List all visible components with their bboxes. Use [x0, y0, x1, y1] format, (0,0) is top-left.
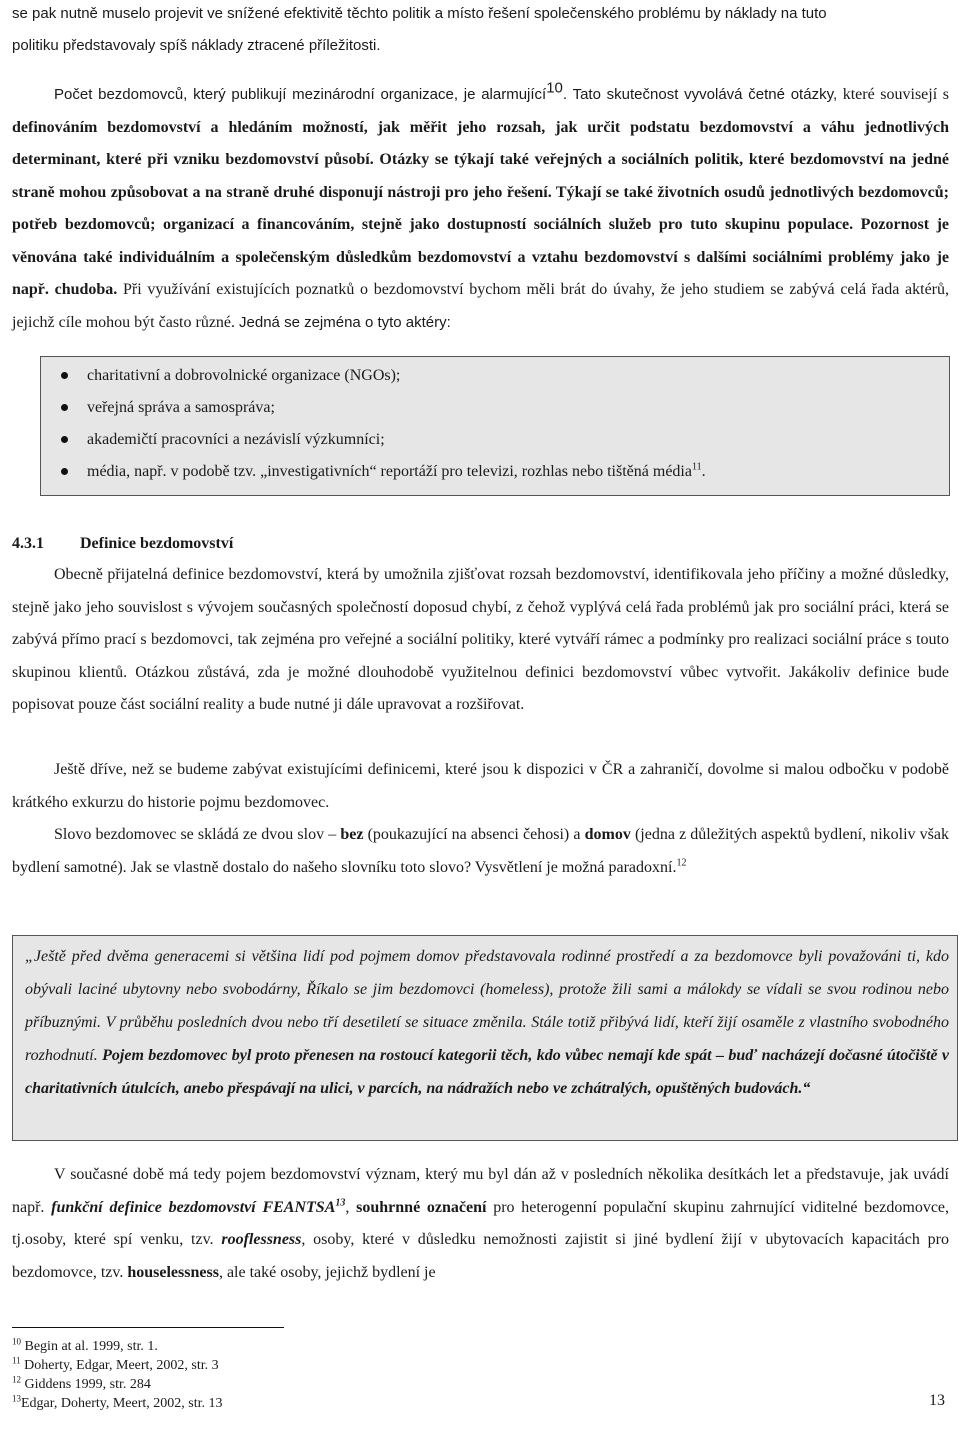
actors-paragraph	[12, 79, 949, 339]
footnote-text: Doherty, Edgar, Meert, 2002, str. 3	[20, 1358, 219, 1373]
quote-text	[25, 940, 949, 1105]
footnote-separator	[12, 1327, 284, 1328]
footnote	[12, 1337, 223, 1356]
footnote-ref-13: 13	[335, 1197, 346, 1209]
text-run: Jedná se zejména o tyto aktéry:	[239, 313, 451, 331]
list-item	[41, 360, 949, 392]
bold-italic-run: funkční definice bezdomovství FEANTSA	[51, 1198, 336, 1216]
text-run: (jedna z důležitých aspektů bydlení, nikoliv však bydlení samotné). Jak se vlastně dostalo do našeho slovníku toto slovo? Vysvětlení je možná paradoxní.	[12, 826, 950, 876]
bullet-icon	[61, 404, 68, 411]
bold-run: definováním bezdomovství a hledáním možností, jak měřit jeho rozsah, jak určit podstatu bezdomovství a váhu jednotlivých determinant, které při vzniku bezdomovství působí. Otázky se týkají také veřejných a sociálních politik, které bezdomovství na jedné straně mohou způsobovat a na straně druhé disponují nástroji pro jeho řešení. Týkají se také životních osudů jednotlivých bezdomovců; potřeb bezdomovců; organizací a financováním, stejně jako dostupností sociálních služeb pro tuto skupinu populace. Pozornost je věnována také individuálním a společenským důsledkům bezdomovství a vztahu bezdomovství s dalšími sociálními problémy jako je např. chudoba.	[12, 118, 949, 298]
bold-run: domov	[584, 826, 631, 843]
quote-box	[12, 935, 958, 1141]
lead-sentence-end: . Tato skutečnost vyvolává četné otázky,	[562, 86, 838, 103]
footnote-text: Giddens 1999, str. 284	[21, 1377, 151, 1392]
bold-italic-run: rooflessness	[221, 1231, 302, 1248]
footnote	[12, 1356, 223, 1375]
text-run: pro heterogenní populační skupinu zahrnující viditelné bezdomovce, tj.osoby, které spí venku, tzv.	[12, 1198, 950, 1248]
list-item-text: akademičtí pracovníci a nezávislí výzkumníci;	[87, 431, 385, 448]
page-number: 13	[929, 1392, 945, 1409]
footnote-ref-11: 11	[691, 461, 702, 473]
list-item-text: veřejná správa a samospráva;	[87, 399, 275, 416]
bullet-icon	[61, 372, 68, 379]
quote-italic: „Ještě před dvěma generacemi si většina lidí pod pojmem domov představovala rodinné prostředí a za bezdomovce byli považováni ti, kdo obývali laciné ubytovny nebo svobodárny, Říkalo se jim bezdomovci (homeless), protože žili sami a málokdy se vídali se svou rodinou nebo příbuznými. V průběhu posledních dvou nebo tří desetiletí se situace změnila. Stále totiž přibývá lidí, kteří žijí osaměle z vlastního svobodného rozhodnutí.	[25, 948, 949, 1064]
footnote-ref-10: 10	[546, 79, 563, 97]
actors-list-box	[40, 356, 950, 496]
actors-list	[41, 357, 949, 488]
feantsa-paragraph	[12, 1159, 949, 1289]
list-item	[41, 456, 949, 488]
footnote-text: Begin at al. 1999, str. 1.	[21, 1339, 158, 1354]
bullet-icon	[61, 468, 68, 475]
footnote-number: 12	[12, 1374, 21, 1385]
footnote-number: 10	[12, 1336, 21, 1347]
list-item	[41, 424, 949, 456]
footnote-ref-12: 12	[676, 857, 687, 869]
section-title: Definice bezdomovství	[80, 535, 234, 552]
intro-line-1: se pak nutně muselo projevit ve snížené efektivitě těchto politik a místo řešení společenského problému by náklady na tuto	[12, 5, 827, 22]
list-item	[41, 392, 949, 424]
text-run: které souvisejí s	[842, 86, 949, 103]
text-run: Slovo bezdomovec se skládá ze dvou slov –	[54, 826, 341, 843]
footnote-text: Edgar, Doherty, Meert, 2002, str. 13	[21, 1396, 223, 1411]
definition-paragraph: Obecně přijatelná definice bezdomovství, která by umožnila zjišťovat rozsah bezdomovství, identifikovala jeho příčiny a možné důsledky, stejně jako jeho souvislost s vývojem současných společností doposud chybí, z čehož vyplývá celá řada problémů jak pro sociální práci, která se zabývá přímo prací s bezdomovci, tak zejména pro veřejné a sociální politiky, které vytváří rámec a podmínky pro realizaci sociální práce s touto skupinou klientů. Otázkou zůstává, zda je možné dlouhodobě využitelnou definici bezdomovství vůbec vytvořit. Jakákoliv definice bude popisovat pouze část sociální reality a bude nutné ji dále upravovat a rozšiřovat.	[12, 566, 949, 713]
bold-run: bez	[340, 826, 364, 843]
text-run: , osoby, které v důsledku nemožnosti zajistit si jiné bydlení žijí v ubytovacích kapacitách pro bezdomovce, tzv.	[12, 1231, 949, 1281]
history-paragraph: Ještě dříve, než se budeme zabývat existujícími definicemi, které jsou k dispozici v ČR a zahraničí, dovolme si malou odbočku v podobě krátkého exkurzu do historie pojmu bezdomovec.	[12, 761, 949, 811]
list-item-text: charitativní a dobrovolnické organizace (NGOs);	[87, 367, 401, 384]
text-run: ,	[345, 1198, 357, 1216]
intro-paragraph	[12, 0, 949, 62]
footnote-number: 11	[12, 1355, 21, 1366]
text-run: Při využívání existujících poznatků o bezdomovství bychom měli brát do úvahy, že jeho studiem se zabývá celá řada aktérů, jejichž cíle mohou být často různé.	[12, 281, 949, 331]
text-run: , ale také osoby, jejichž bydlení je	[218, 1263, 436, 1281]
word-origin-paragraph	[12, 819, 949, 884]
footnote-number: 13	[12, 1393, 21, 1404]
bold-run: houselessness	[127, 1263, 219, 1281]
list-item-text: média, např. v podobě tzv. „investigativních“ reportáží pro televizi, rozhlas nebo tištěná média	[87, 463, 692, 480]
text-run: (poukazující na absenci čehosi) a	[363, 826, 585, 843]
intro-line-2: politiku představovaly spíš náklady ztracené příležitosti.	[12, 37, 381, 54]
bold-run: souhrnné označení	[356, 1198, 487, 1216]
section-heading	[12, 530, 233, 558]
list-item-end: .	[701, 463, 706, 480]
lead-sentence: Počet bezdomovců, který publikují mezinárodní organizace, je alarmující	[54, 86, 547, 103]
section-number: 4.3.1	[12, 535, 44, 552]
quote-bold-italic: Pojem bezdomovec byl proto přenesen na rostoucí kategorii těch, kdo vůbec nemají kde spát – buď nacházejí dočasné útočiště v charitativních útulcích, anebo přespávají na ulici, v parcích, na nádražích nebo ve zchátralých, opuštěných budovách.“	[25, 1047, 950, 1097]
footnote	[12, 1394, 223, 1413]
footnotes	[12, 1337, 223, 1413]
text-run: V současné době má tedy pojem bezdomovství význam, který mu byl dán až v posledních několika desítkách let a představuje, jak uvádí např.	[12, 1166, 949, 1216]
bullet-icon	[61, 436, 68, 443]
footnote	[12, 1375, 223, 1394]
